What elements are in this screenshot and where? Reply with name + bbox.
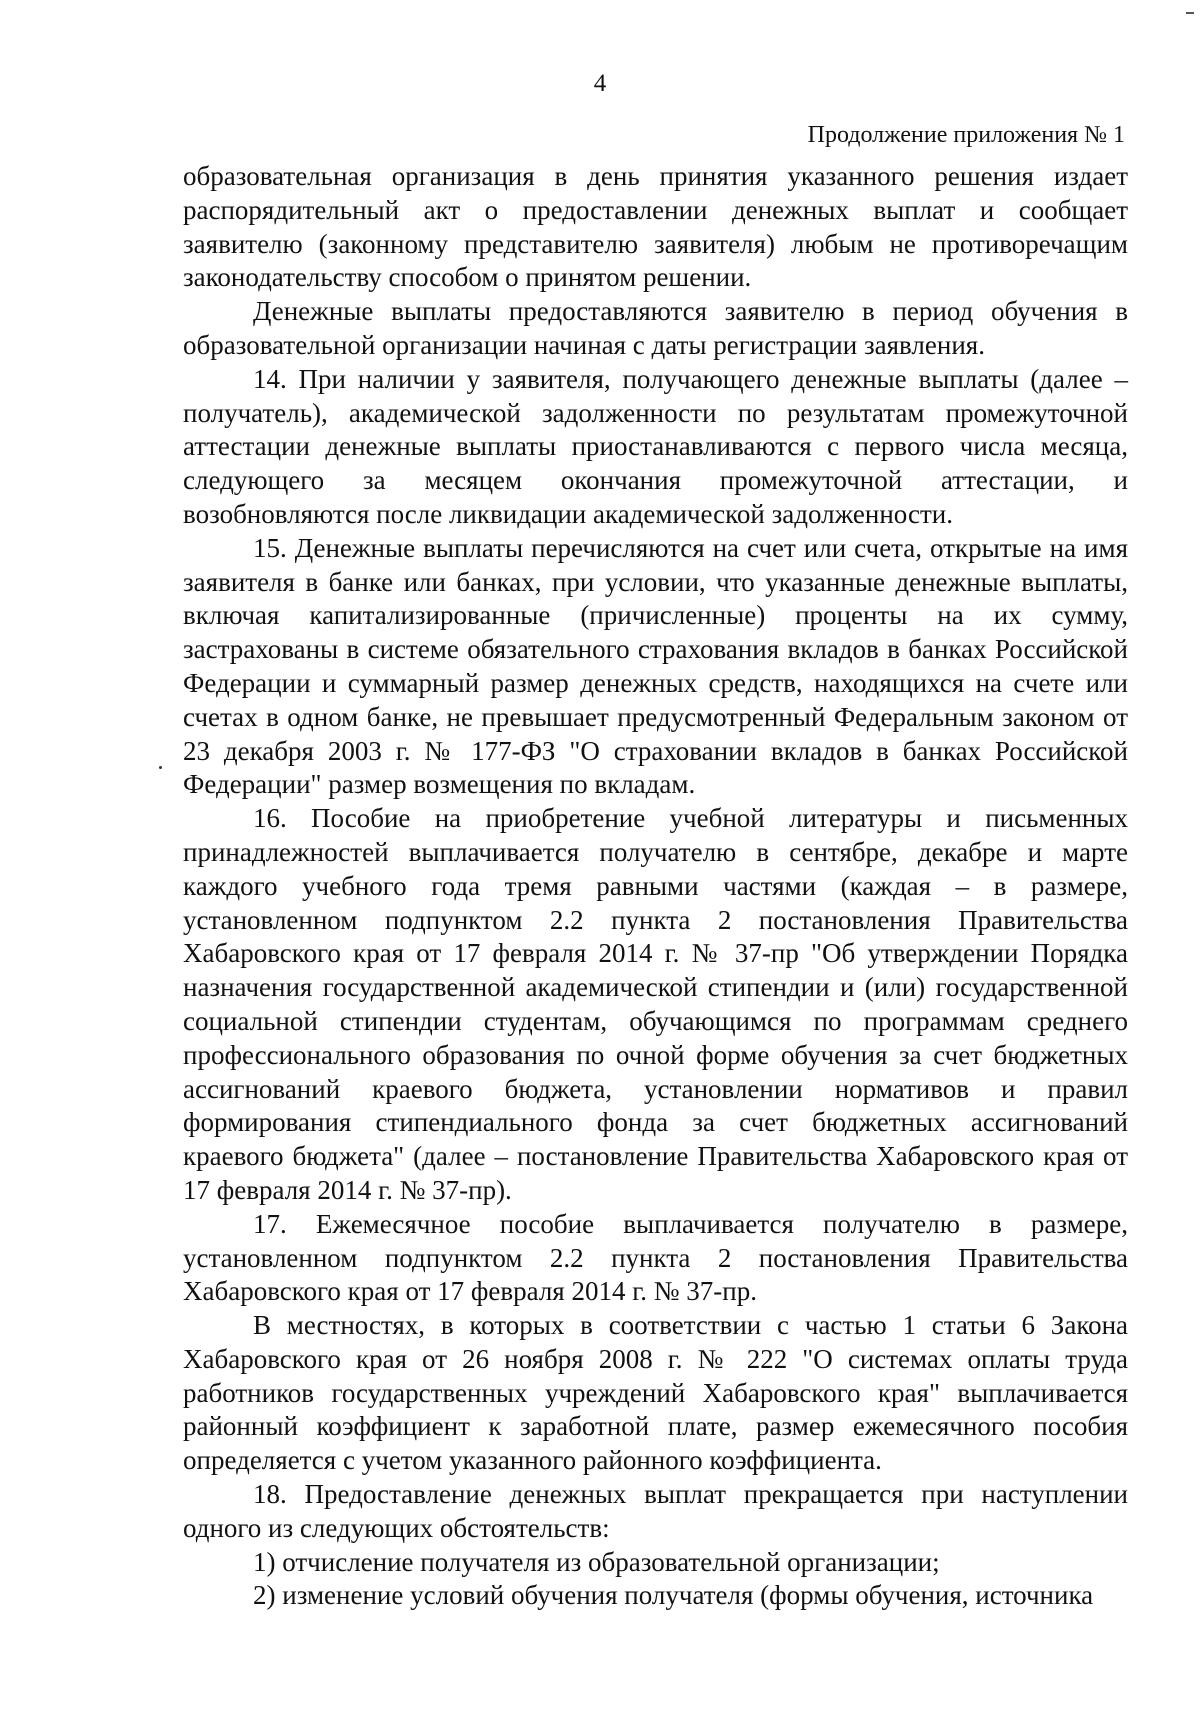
paragraph-clause-15: 15. Денежные выплаты перечисляются на счет или счета, открытые на имя заявителя в банке или банках, при условии, что указанные денежные выплаты, включая капитализированные (причисленные) проценты на их сумму, застрахованы в системе обязательного страхования вкладов в банках Российской Федерации и суммарный размер денежных средств, находящихся на счете или счетах в одном банке, не превышает предусмотренный Федеральным законом от 23 декабря 2003 г. № 177-ФЗ "О страховании вкладов в банках Российской Федерации" размер возмещения по вкладам. [183,532,1128,800]
scan-artifact [1186,12,1194,14]
paragraph-clause-14: 14. При наличии у заявителя, получающего денежные выплаты (далее – получатель), академической задолженности по результатам промежуточной аттестации денежные выплаты приостанавливаются с первого числа месяца, следующего за месяцем окончания промежуточной аттестации, и возобновляются после ликвидации академической задолженности. [183,363,1128,529]
paragraph: образовательная организация в день принятия указанного решения издает распорядительный акт о предоставлении денежных выплат и сообщает заявителю (законному представителю заявителя) любым не противоречащим законодательству способом о принятом решении. [183,161,1128,293]
scan-artifact [159,766,162,769]
paragraph: Денежные выплаты предоставляются заявителю в период обучения в образовательной организации начиная с даты регистрации заявления. [183,296,1128,360]
list-item: 2) изменение условий обучения получателя (формы обучения, источника [253,1580,1094,1611]
appendix-continuation-label: Продолжение приложения № 1 [807,122,1125,148]
page-number: 4 [593,70,607,97]
paragraph-clause-16: 16. Пособие на приобретение учебной литературы и письменных принадлежностей выплачивается получателю в сентябре, декабре и марте каждого учебного года тремя равными частями (каждая – в размере, установленном подпунктом 2.2 пункта 2 постановления Правительства Хабаровского края от 17 февраля 2014 г. № 37-пр "Об утверждении Порядка назначения государственной академической стипендии и (или) государственной социальной стипендии студентам, обучающимся по программам среднего профессионального образования по очной форме обучения за счет бюджетных ассигнований краевого бюджета, установлении нормативов и правил формирования стипендиального фонда за счет бюджетных ассигнований краевого бюджета" (далее – постановление Правительства Хабаровского края от 17 февраля 2014 г. № 37-пр). [183,803,1128,1205]
paragraph-clause-18: 18. Предоставление денежных выплат прекращается при наступлении одного из следующих обстоятельств: [183,1479,1128,1543]
paragraph-clause-17: 17. Ежемесячное пособие выплачивается получателю в размере, установленном подпунктом 2.2 пункта 2 постановления Правительства Хабаровского края от 17 февраля 2014 г. № 37-пр. [183,1208,1128,1307]
paragraph: В местностях, в которых в соответствии с частью 1 статьи 6 Закона Хабаровского края от 26 ноября 2008 г. № 222 "О системах оплаты труда работников государственных учреждений Хабаровского края" выплачивается районный коэффициент к заработной плате, размер ежемесячного пособия определяется с учетом указанного районного коэффициента. [183,1310,1128,1476]
list-item: 1) отчисление получателя из образовательной организации; [253,1546,940,1577]
document-body [183,160,1128,1613]
